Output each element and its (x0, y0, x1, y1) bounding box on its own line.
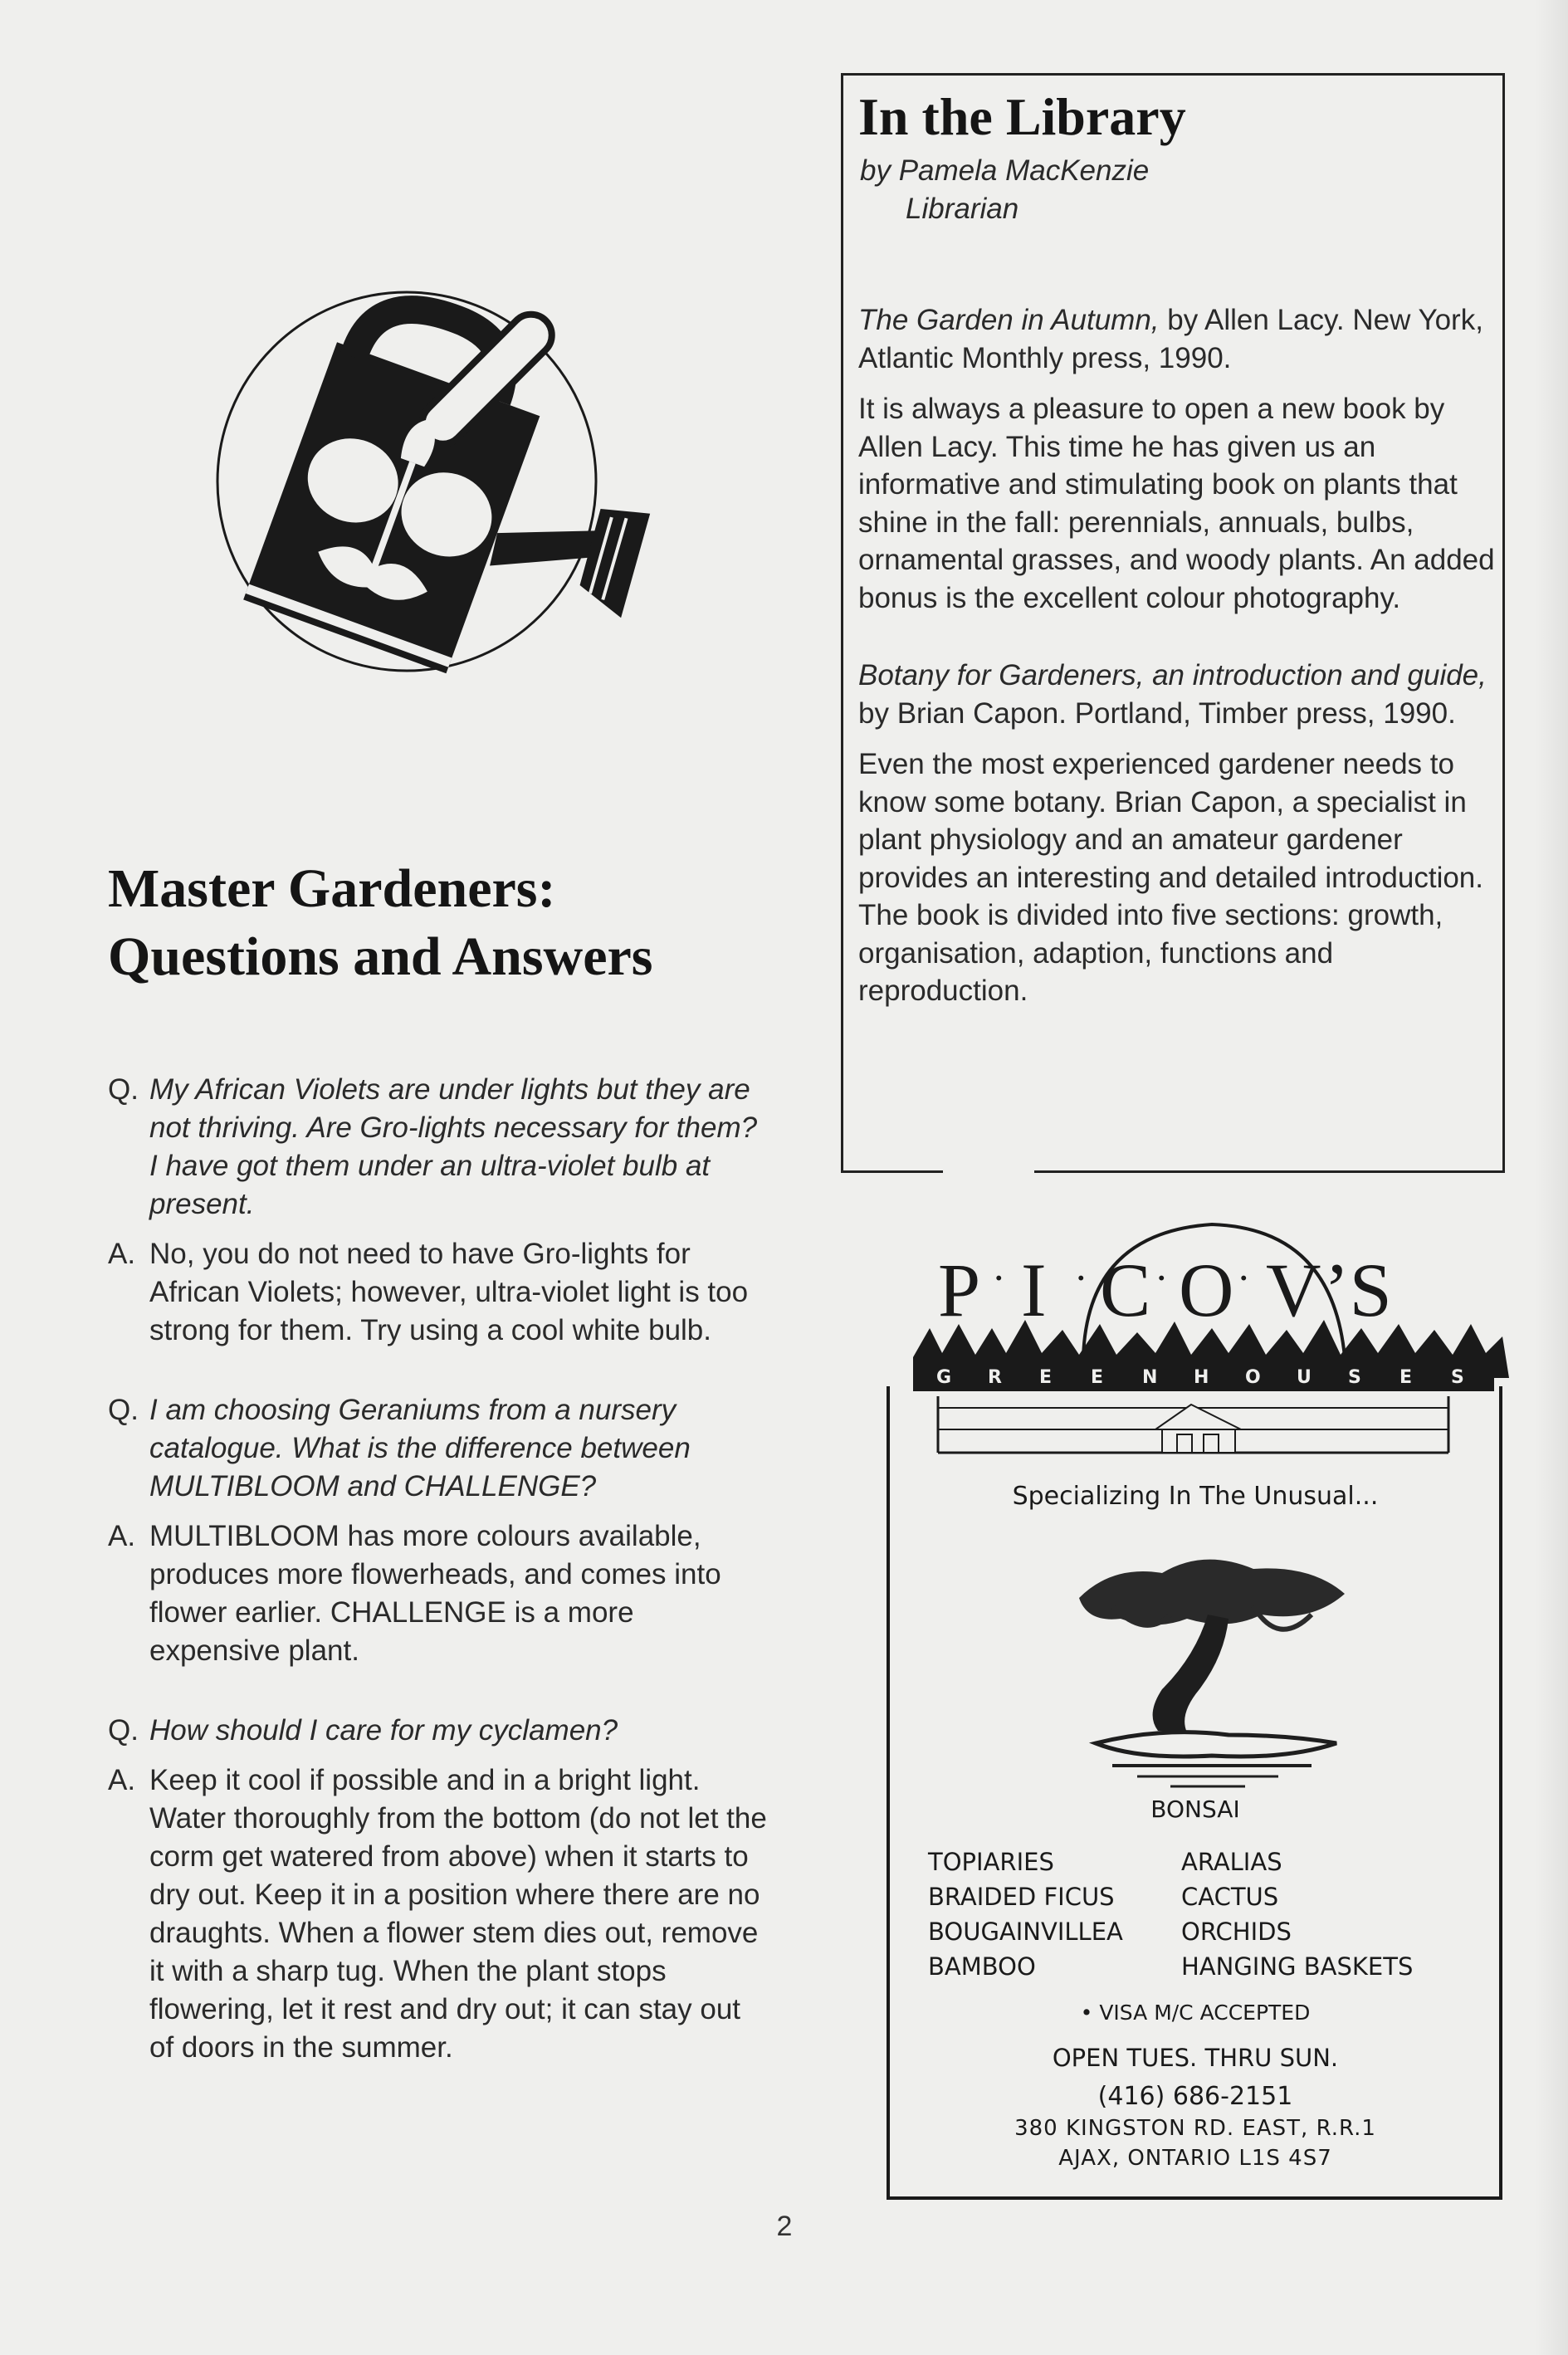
book-review-1: It is always a pleasure to open a new book by Allen Lacy. This time he has given us an informative and stimulating book on plants that shine in the fall: perennials, annuals, bulbs, ornamental grasses, and woody plants. An added bonus is the excellent colour photography. (858, 393, 1495, 614)
library-body (858, 301, 1502, 1024)
band-letter: E (1039, 1367, 1053, 1388)
band-letter: H (1194, 1367, 1209, 1388)
product-item: ARALIAS (1181, 1848, 1282, 1876)
qa-text: Keep it cool if possible and in a bright light. Water thoroughly from the bottom (do not let the corm get watered from above) when it starts to dry out. Keep it in a position where there are no draughts. When a flower stem dies out, remove it with a sharp tug. When the plant stops flowering, let it rest and dry out; it can stay out of doors in the summer. (149, 1764, 767, 2064)
qa-label: A. (108, 1520, 136, 1552)
qa-question (108, 1391, 772, 1506)
band-letter: U (1297, 1367, 1312, 1388)
band-letter: S (1348, 1367, 1361, 1388)
ad-address-line-2: AJAX, ONTARIO L1S 4S7 (1058, 2146, 1332, 2171)
product-item: BRAIDED FICUS (928, 1883, 1115, 1911)
qa-title-line-2: Questions and Answers (108, 926, 653, 987)
band-letter: O (1245, 1367, 1261, 1388)
qa-answer (108, 1235, 772, 1350)
qa-text: No, you do not need to have Gro-lights for African Violets; however, ultra-violet light is too strong for them. Try using a cool white bulb. (149, 1238, 749, 1346)
product-item: ORCHIDS (1181, 1918, 1292, 1946)
qa-text: My African Violets are under lights but they are not thriving. Are Gro-lights necessary for them? I have got them under an ultra-violet bulb at present. (149, 1073, 758, 1220)
qa-question (108, 1071, 772, 1224)
ad-tagline: Specializing In The Unusual... (1012, 1482, 1379, 1511)
logo-letter: I (1021, 1248, 1047, 1332)
product-item: HANGING BASKETS (1181, 1952, 1414, 1981)
library-column (841, 73, 1505, 1173)
qa-question (108, 1712, 772, 1750)
bonsai-tree-icon (1062, 1548, 1361, 1797)
band-letter: R (988, 1367, 1002, 1388)
book-ref-1: by Allen Lacy. New York, Atlantic Monthly press, 1990. (858, 304, 1483, 374)
qa-label: Q. (108, 1394, 139, 1426)
qa-label: A. (108, 1238, 136, 1270)
library-border-gap (943, 1169, 1034, 1174)
watering-can-logo-icon (212, 282, 677, 681)
product-item: TOPIARIES (928, 1848, 1054, 1876)
qa-list (108, 1071, 772, 2079)
logo-letter: V (1266, 1248, 1321, 1332)
ad-bonsai-label: BONSAI (1150, 1796, 1240, 1823)
logo-dot: . (1076, 1243, 1087, 1289)
logo-letter: O (1179, 1248, 1234, 1332)
band-letter: N (1142, 1367, 1158, 1388)
qa-label: Q. (108, 1073, 139, 1106)
book-title-2: Botany for Gardeners, an introduction and guide, (858, 659, 1487, 691)
book-review-2: Even the most experienced gardener needs to know some botany. Brian Capon, a specialist in plant physiology and an amateur gardener provides an interesting and detailed introduction. The book is divided into five sections: growth, organisation, adaption, functions and reproduction. (858, 748, 1483, 1007)
qa-answer (108, 1761, 772, 2067)
qa-text: I am choosing Geraniums from a nursery catalogue. What is the difference between MULTIBLOOM and CHALLENGE? (149, 1394, 691, 1502)
logo-letter: C (1100, 1248, 1151, 1332)
book-title-1: The Garden in Autumn, (858, 304, 1160, 336)
qa-title-line-1: Master Gardeners: (108, 858, 556, 919)
product-item: BOUGAINVILLEA (928, 1918, 1123, 1946)
logo-dot: . (1156, 1243, 1167, 1289)
qa-label: A. (108, 1764, 136, 1796)
qa-text: MULTIBLOOM has more colours available, produces more flowerheads, and comes into flower earlier. CHALLENGE is a more expensive plant. (149, 1520, 721, 1667)
logo-letter: ’S (1324, 1248, 1392, 1332)
logo-dot: . (1238, 1243, 1249, 1289)
ad-payment: • VISA M/C ACCEPTED (1080, 2001, 1311, 2025)
library-title: In the Library (858, 87, 1186, 146)
logo-dot: . (994, 1243, 1004, 1289)
ad-hours: OPEN TUES. THRU SUN. (1052, 2044, 1339, 2072)
page-number: 2 (776, 2211, 793, 2242)
product-item: CACTUS (1181, 1883, 1279, 1911)
product-item: BAMBOO (928, 1952, 1036, 1981)
library-author-role: Librarian (906, 193, 1019, 225)
book-citation-2 (858, 657, 1502, 732)
qa-section-title (108, 855, 772, 991)
band-letter: G (936, 1367, 952, 1388)
logo-letter: P (938, 1248, 981, 1332)
qa-label: Q. (108, 1714, 139, 1747)
qa-answer (108, 1517, 772, 1670)
band-letter: S (1451, 1367, 1464, 1388)
band-letter: E (1091, 1367, 1104, 1388)
library-byline: by Pamela MacKenzie (860, 154, 1150, 187)
ad-address (913, 2113, 1478, 2173)
ad-phone: (416) 686-2151 (1097, 2082, 1293, 2111)
qa-text: How should I care for my cyclamen? (149, 1714, 618, 1747)
band-letter: E (1399, 1367, 1413, 1388)
ad-product-list (928, 1844, 1501, 1984)
book-citation-1 (858, 301, 1502, 377)
book-ref-2: by Brian Capon. Portland, Timber press, 1990. (858, 696, 1456, 730)
ad-address-line-1: 380 KINGSTON RD. EAST, R.R.1 (1014, 2116, 1376, 2141)
page-edge-shadow (1535, 0, 1568, 2355)
